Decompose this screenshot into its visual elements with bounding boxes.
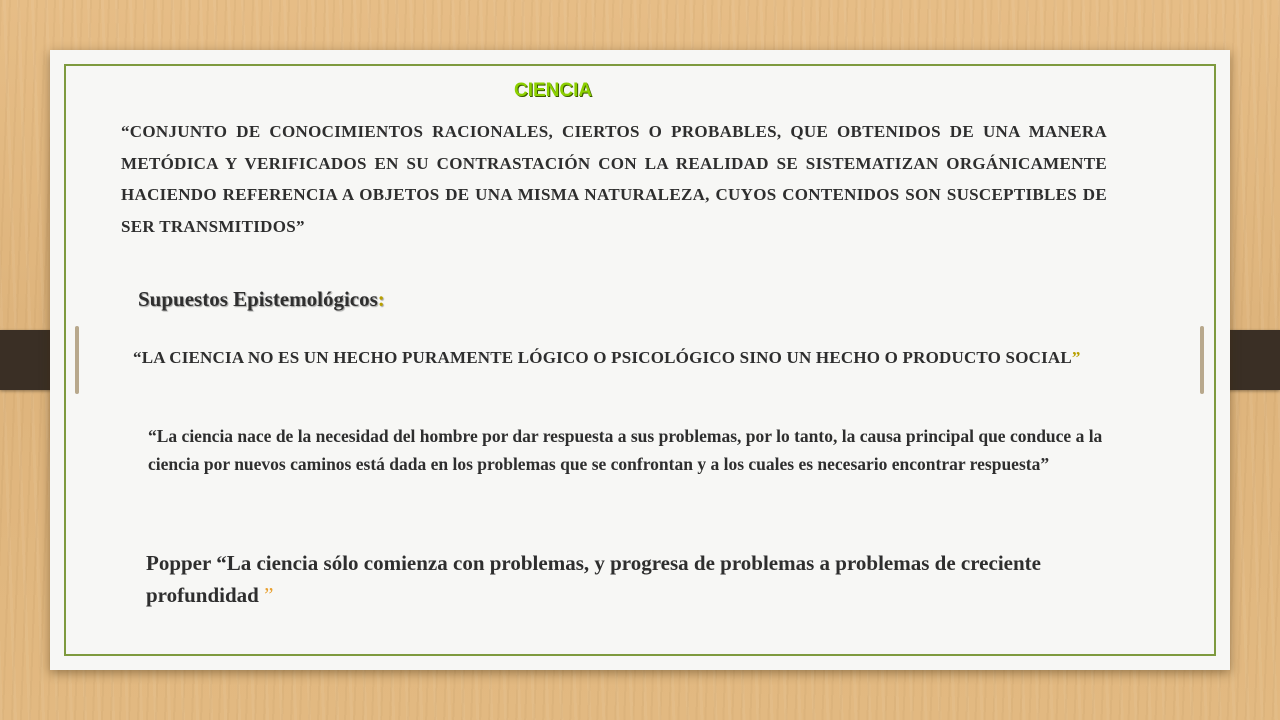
slide-title: CIENCIA: [514, 80, 593, 101]
social-product-statement: [133, 345, 1113, 370]
heading-colon: :: [377, 287, 385, 311]
science-origin-quote: “La ciencia nace de la necesidad del hombre por dar respuesta a sus problemas, por lo tanto, la causa principal que conduce a la ciencia por nuevos caminos está dada en los problemas que se confrontan y a los cuales es necesario encontrar respuesta”: [148, 426, 1103, 474]
left-pin: [75, 326, 79, 394]
statement-close-quote: ”: [1071, 348, 1081, 367]
social-product-statement-text: “LA CIENCIA NO ES UN HECHO PURAMENTE LÓGICO O PSICOLÓGICO SINO UN HECHO O PRODUCTO SOCIAL: [133, 348, 1072, 367]
epistemological-heading-text: Supuestos Epistemológicos: [138, 287, 378, 311]
popper-quote-text: Popper “La ciencia sólo comienza con problemas, y progresa de problemas a problemas de creciente profundidad: [146, 551, 1041, 607]
science-definition: “CONJUNTO DE CONOCIMIENTOS RACIONALES, CIERTOS O PROBABLES, QUE OBTENIDOS DE UNA MANERA METÓDICA Y VERIFICADOS EN SU CONTRASTACIÓN CON LA REALIDAD SE SISTEMATIZAN ORGÁNICAMENTE HACIENDO REFERENCIA A OBJETOS DE UNA MISMA NATURALEZA, CUYOS CONTENIDOS SON SUSCEPTIBLES DE SER TRANSMITIDOS”: [121, 122, 1107, 236]
epistemological-heading: [138, 287, 385, 312]
popper-close-quote: ”: [264, 583, 274, 607]
right-pin: [1200, 326, 1204, 394]
popper-quote: [146, 547, 1086, 611]
